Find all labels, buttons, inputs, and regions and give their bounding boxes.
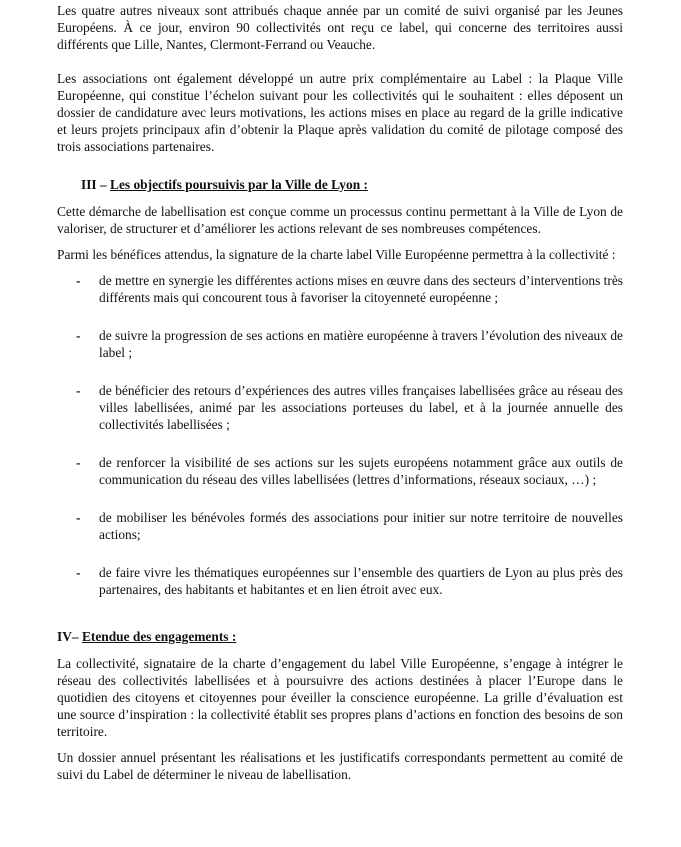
list-item — [57, 327, 623, 361]
list-item — [57, 564, 623, 598]
section-3-paragraph-benefits: Parmi les bénéfices attendus, la signature de la charte label Ville Européenne permettra à la collectivité : — [57, 247, 616, 262]
section-4-heading — [57, 628, 623, 645]
intro-paragraph-plaque: Les associations ont également développé un autre prix complémentaire au Label : la Plaque Ville Européenne, qui constitue l’échelon suivant pour les collectivités qui le souhaitent : elles déposent un dossier de candidature avec leurs motivations, les actions mises en place au regard de la grille indicative et leurs projets principaux afin d’obtenir la Plaque après validation du comité de pilotage composé des trois associations partenaires. — [57, 71, 623, 154]
section-3-title: Les objectifs poursuivis par la Ville de Lyon : — [110, 177, 368, 192]
bullet-dash: - — [76, 510, 81, 525]
section-4-number: IV– — [57, 629, 82, 644]
list-item-text: de bénéficier des retours d’expériences des autres villes françaises labellisées grâce au réseau des villes labellisées, animé par les associations porteuses du label, et à la journée annuelle des collectivités labellisées ; — [99, 383, 623, 432]
bullet-dash: - — [76, 455, 81, 470]
benefits-list — [57, 272, 623, 598]
list-item — [57, 272, 623, 306]
list-item-text: de renforcer la visibilité de ses actions sur les sujets européens notamment grâce aux outils de communication du réseau des villes labellisées (lettres d’informations, réseaux sociaux, …) ; — [99, 455, 623, 487]
bullet-dash: - — [76, 383, 81, 398]
document-page — [57, 2, 623, 783]
list-item-text: de mettre en synergie les différentes actions mises en œuvre dans des secteurs d’interventions très différents mais qui concourent tous à favoriser la citoyenneté européenne ; — [99, 273, 623, 305]
bullet-dash: - — [76, 328, 81, 343]
section-3-heading — [81, 176, 623, 193]
list-item — [57, 509, 623, 543]
section-3-paragraph-approach: Cette démarche de labellisation est conçue comme un processus continu permettant à la Ville de Lyon de valoriser, de structurer et d’améliorer les actions relevant de ses nombreuses compétences. — [57, 204, 623, 236]
bullet-dash: - — [76, 273, 81, 288]
bullet-dash: - — [76, 565, 81, 580]
section-4-paragraph-annual-report: Un dossier annuel présentant les réalisations et les justificatifs correspondants permettent au comité de suivi du Label de déterminer le niveau de labellisation. — [57, 750, 623, 782]
section-4-title: Etendue des engagements : — [81, 629, 237, 644]
list-item-text: de suivre la progression de ses actions en matière européenne à travers l’évolution des niveaux de label ; — [99, 328, 623, 360]
section-3-number: III – — [81, 177, 111, 192]
list-item-text: de mobiliser les bénévoles formés des associations pour initier sur notre territoire de nouvelles actions; — [99, 510, 623, 542]
list-item — [57, 454, 623, 488]
list-item-text: de faire vivre les thématiques européennes sur l’ensemble des quartiers de Lyon au plus près des partenaires, des habitants et habitantes et en lien étroit avec eux. — [99, 565, 623, 597]
intro-paragraph-levels: Les quatre autres niveaux sont attribués chaque année par un comité de suivi organisé par les Jeunes Européens. À ce jour, environ 90 collectivités ont reçu ce label, qui concerne des territoires aussi différents que Lille, Nantes, Clermont-Ferrand ou Veauche. — [57, 3, 623, 52]
section-4-paragraph-commitments: La collectivité, signataire de la charte d’engagement du label Ville Européenne, s’engage à intégrer le réseau des collectivités labellisées et à poursuivre des actions destinées à placer l’Europe dans le quotidien des citoyens et citoyennes pour éveiller la conscience européenne. La grille d’évaluation est une source d’inspiration : la collectivité établit ses propres plans d’actions en fonction des besoins de son territoire. — [57, 656, 623, 739]
list-item — [57, 382, 623, 433]
